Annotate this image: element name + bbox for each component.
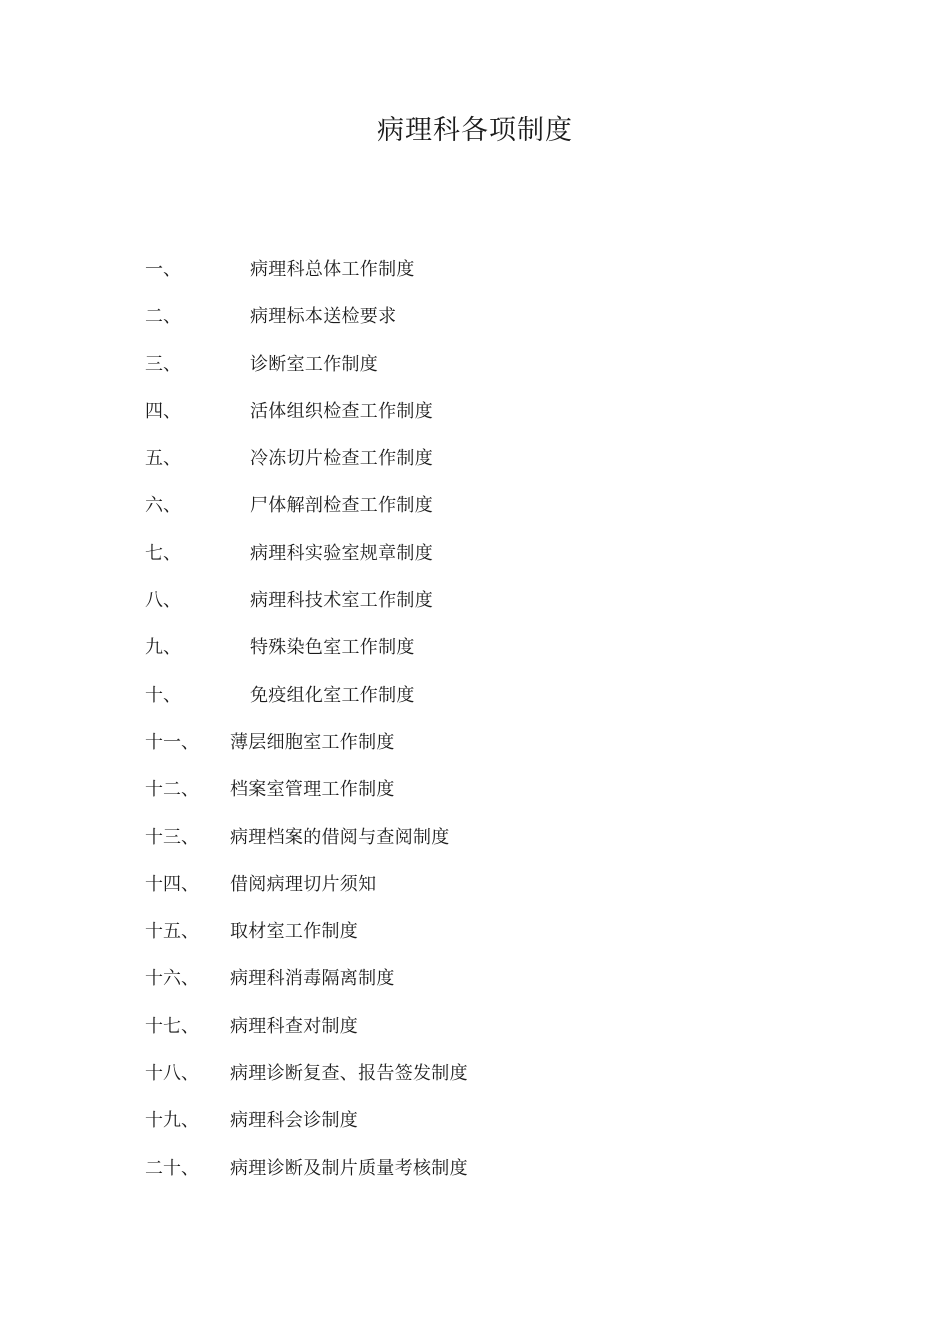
toc-item-title: 病理科消毒隔离制度	[230, 968, 395, 990]
toc-item	[145, 1060, 845, 1107]
toc-item-title: 尸体解剖检查工作制度	[250, 495, 433, 517]
toc-item	[145, 776, 845, 823]
toc-item-number: 三、	[145, 353, 181, 375]
toc-item	[145, 1107, 845, 1154]
toc-item-number: 二、	[145, 306, 181, 328]
toc-item-number: 五、	[145, 448, 181, 470]
toc-item-title: 活体组织检查工作制度	[250, 400, 433, 422]
toc-item-title: 病理档案的借阅与查阅制度	[230, 826, 450, 848]
toc-item-title: 冷冻切片检查工作制度	[250, 448, 433, 470]
toc-item-number: 六、	[145, 495, 181, 517]
toc-item-title: 取材室工作制度	[230, 921, 359, 943]
toc-item	[145, 824, 845, 871]
toc-item	[145, 351, 845, 398]
toc-item-number: 十八、	[145, 1063, 199, 1085]
page-title: 病理科各项制度	[377, 115, 573, 146]
toc-item	[145, 398, 845, 445]
toc-item-number: 十四、	[145, 873, 199, 895]
toc-item	[145, 1155, 845, 1202]
toc-item	[145, 918, 845, 965]
toc-item-number: 七、	[145, 542, 181, 564]
toc-item-title: 病理诊断复查、报告签发制度	[230, 1063, 468, 1085]
toc-item-number: 二十、	[145, 1157, 199, 1179]
toc-item	[145, 729, 845, 776]
toc-item	[145, 871, 845, 918]
toc-item-number: 九、	[145, 637, 181, 659]
toc-item	[145, 682, 845, 729]
toc-item-title: 病理科实验室规章制度	[250, 542, 433, 564]
toc-item	[145, 256, 845, 303]
toc-item-number: 十九、	[145, 1110, 199, 1132]
toc-item-title: 免疫组化室工作制度	[250, 684, 415, 706]
toc-item-number: 十七、	[145, 1015, 199, 1037]
toc-item-title: 病理科总体工作制度	[250, 259, 415, 280]
toc-item-title: 病理标本送检要求	[250, 306, 397, 328]
toc-item-number: 十六、	[145, 968, 199, 990]
toc-item-number: 十二、	[145, 779, 199, 801]
toc-item-title: 诊断室工作制度	[250, 353, 379, 375]
toc-item-number: 八、	[145, 590, 181, 612]
toc-item	[145, 540, 845, 587]
toc-item-number: 十三、	[145, 826, 199, 848]
toc-item-number: 四、	[145, 400, 181, 422]
toc-item-number: 十一、	[145, 731, 199, 753]
toc-item-title: 病理科技术室工作制度	[250, 590, 433, 612]
toc-item	[145, 445, 845, 492]
toc-item	[145, 634, 845, 681]
toc-item	[145, 492, 845, 539]
toc-item-title: 薄层细胞室工作制度	[230, 731, 395, 753]
toc-item-title: 病理科会诊制度	[230, 1110, 359, 1132]
toc-item	[145, 587, 845, 634]
toc-item-number: 一、	[145, 259, 181, 280]
toc-item	[145, 965, 845, 1012]
toc-item-title: 病理诊断及制片质量考核制度	[230, 1157, 468, 1179]
toc-item-title: 特殊染色室工作制度	[250, 637, 415, 659]
toc-item-title: 借阅病理切片须知	[230, 873, 377, 895]
toc-item-number: 十、	[145, 684, 181, 706]
toc-item	[145, 303, 845, 350]
toc-item-title: 档案室管理工作制度	[230, 779, 395, 801]
toc-item-number: 十五、	[145, 921, 199, 943]
toc-item	[145, 1013, 845, 1060]
toc-item-title: 病理科查对制度	[230, 1015, 359, 1037]
table-of-contents	[145, 256, 845, 1202]
